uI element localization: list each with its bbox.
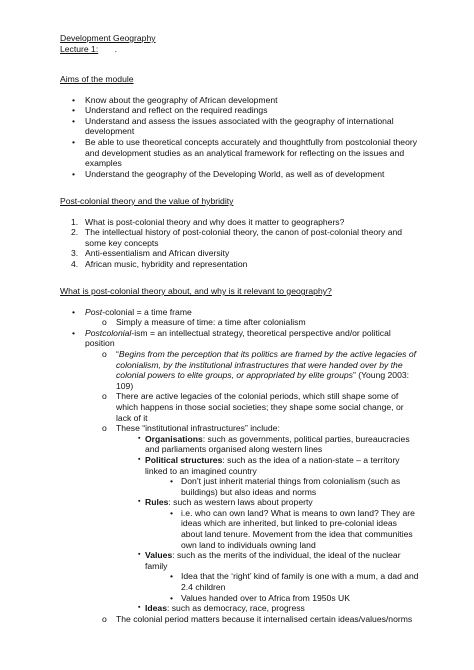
numbered-item: 3. Anti-essentialism and African diversity — [71, 248, 230, 259]
quote-item: o “Begins from the perception that its politics are framed by the active legacies of colonialism, by the institutional infrastructures that were handed over by the colonial powers to elite groups, or appropriated by elite groups” (Young 2003: 109) — [102, 348, 416, 391]
square-bullet-icon: ▪ — [138, 498, 141, 506]
bullet-icon: • — [72, 136, 76, 147]
post-sub-item: o Simply a measure of time: a time after colonialism — [102, 317, 306, 328]
rules-item: ▪ Rules: such as western laws about property — [138, 497, 313, 508]
circle-bullet-icon: o — [102, 423, 107, 434]
bullet-icon: • — [72, 327, 76, 338]
square-bullet-icon: ▪ — [138, 604, 141, 612]
postcolonial-section — [60, 196, 420, 270]
circle-bullet-icon: o — [102, 317, 107, 328]
square-bullet-icon: ▪ — [138, 551, 141, 559]
political-sub-item: • Don’t just inherit material things from colonialism (such as buildings) but also ideas and norms — [170, 476, 401, 497]
square-bullet-icon: ▪ — [138, 455, 141, 463]
aims-section — [60, 74, 420, 179]
numbered-item: 2. The intellectual history of post-colonial theory, the canon of post-colonial theory and some key concepts — [71, 227, 403, 248]
numbered-item: 4. African music, hybridity and representation — [71, 258, 248, 269]
organisations-item: ▪ Organisations: such as governments, political parties, bureaucracies and parliaments organised along western lines — [138, 433, 410, 455]
aims-item: • Understand and assess the issues associated with the geography of international development — [72, 115, 394, 137]
lecture-label: Lecture 1: — [60, 43, 99, 54]
circle-bullet-icon: o — [102, 348, 107, 359]
bullet-icon: • — [72, 168, 76, 179]
bullet-icon: • — [72, 94, 76, 105]
bullet-icon: • — [170, 571, 174, 582]
values-sub-item: • Idea that the ‘right’ kind of family is one with a mum, a dad and 2.4 children — [170, 571, 419, 593]
circle-bullet-icon: o — [102, 391, 107, 402]
bullet-icon: • — [170, 476, 174, 487]
circle-bullet-icon: o — [102, 613, 107, 624]
bullet-icon: • — [72, 115, 76, 126]
postcolonial-heading: Post-colonial theory and the value of hybridity — [60, 196, 234, 206]
aims-item: • Be able to use theoretical concepts accurately and thoughtfully from postcolonial theory and development studies as an analytical framework for reflecting on the issues and examples — [72, 136, 418, 169]
bullet-icon: • — [72, 306, 76, 317]
rules-sub-item: • i.e. who can own land? What is means to own land? They are ideas which are inherited, but linked to pre-colonial ideas about land tenure. Movement from the idea that communities own land to individuals owning land — [170, 507, 415, 550]
bullet-icon: • — [170, 507, 174, 518]
bullet-icon: • — [72, 105, 76, 116]
infrastructures-item: o These “institutional infrastructures” include: — [102, 423, 280, 434]
bullet-icon: • — [170, 592, 174, 603]
aims-item: • Understand and reflect on the required readings — [72, 105, 268, 116]
lecture-mark: . — [114, 43, 117, 54]
relevance-section — [60, 286, 420, 624]
square-bullet-icon: ▪ — [138, 434, 141, 442]
aims-item: • Know about the geography of African development — [72, 94, 278, 105]
values-sub-item: • Values handed over to Africa from 1950s UK — [170, 592, 350, 603]
values-item: ▪ Values: such as the merits of the individual, the ideal of the nuclear family — [138, 550, 401, 571]
relevance-heading: What is post-colonial theory about, and why is it relevant to geography? — [60, 286, 332, 296]
ideas-item: ▪ Ideas: such as democracy, race, progress — [138, 603, 305, 614]
post-item: • Post-colonial = a time frame — [72, 306, 192, 317]
political-structures-item: ▪ Political structures: such as the idea of a nation-state – a territory linked to an imagined country — [138, 454, 400, 476]
course-title: Development Geography — [60, 33, 156, 43]
document-header — [60, 33, 156, 54]
numbered-item: 1. What is post-colonial theory and why does it matter to geographers? — [71, 216, 345, 227]
colonial-matters-item: o The colonial period matters because it internalised certain ideas/values/norms — [102, 613, 413, 624]
postcolonialism-item: • Postcolonial-ism = an intellectual strategy, theoretical perspective and/or political position — [72, 327, 391, 349]
lecture-line — [60, 44, 156, 55]
legacies-item: o There are active legacies of the colonial periods, which still shape some of which happens in those social societies; they shape some social change, or lack of it — [102, 391, 404, 423]
aims-item: • Understand the geography of the Developing World, as well as of development — [72, 168, 385, 179]
aims-heading: Aims of the module — [60, 74, 134, 84]
